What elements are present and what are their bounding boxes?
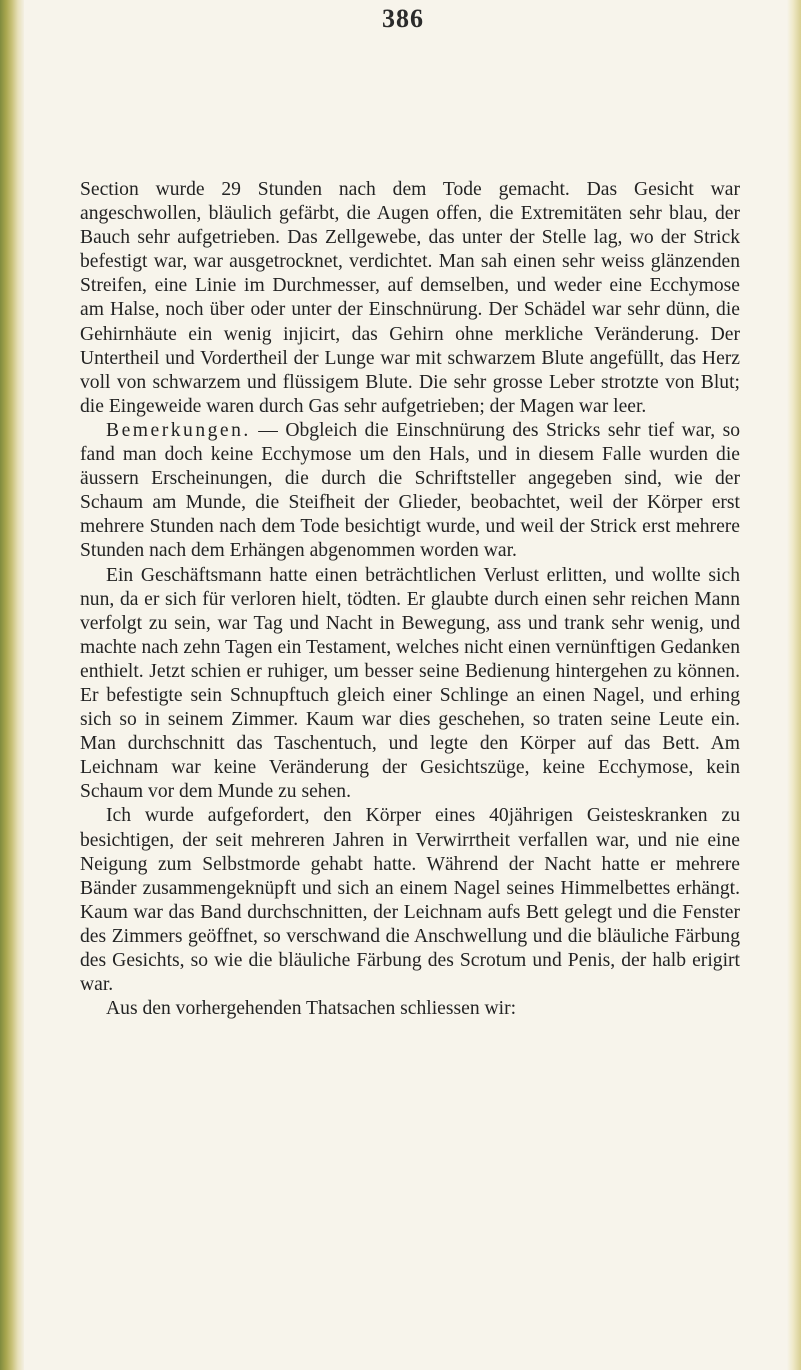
remarks-label: Bemerkungen.	[106, 419, 251, 441]
remarks-text: — Obgleich die Einschnürung des Stricks sehr tief war, so fand man doch keine Ecchymose um den Hals, und in diesem Falle wurden die äussern Erscheinungen, die durch die Schriftsteller angegeben sind, wie der Schaum am Munde, die Steifheit der Glieder, beobachtet, weil der Körper erst mehrere Stunden nach dem Tode besichtigt wurde, und weil der Strick erst mehrere Stunden nach dem Erhängen abgenommen worden war.	[80, 419, 740, 562]
paragraph-autopsy: Section wurde 29 Stunden nach dem Tode gemacht. Das Gesicht war angeschwollen, bläulich gefärbt, die Augen offen, die Extremitäten sehr blau, der Bauch sehr aufgetrieben. Das Zellgewebe, das unter der Stelle lag, wo der Strick befestigt war, war ausgetrocknet, verdichtet. Man sah einen sehr weiss glänzenden Streifen, eine Linie im Durchmesser, auf demselben, und weder eine Ecchymose am Halse, noch über oder unter der Einschnürung. Der Schädel war sehr dünn, die Gehirnhäute ein wenig injicirt, das Gehirn ohne merkliche Veränderung. Der Untertheil und Vordertheil der Lunge war mit schwarzem Blute angefüllt, das Herz voll von schwarzem und flüssigem Blute. Die sehr grosse Leber strotzte von Blut; die Eingeweide waren durch Gas sehr aufgetrieben; der Magen war leer.	[80, 179, 740, 417]
paragraph-conclusion-intro: Aus den vorhergehenden Thatsachen schliessen wir:	[106, 998, 517, 1020]
paragraph-insane-patient-case: Ich wurde aufgefordert, den Körper eines 40jährigen Geisteskranken zu besichtigen, der seit mehreren Jahren in Verwirrtheit verfallen war, und nie eine Neigung zum Selbstmorde gehabt hatte. Während der Nacht hatte er mehrere Bänder zusammengeknüpft und sich an einem Nagel seines Himmelbettes erhängt. Kaum war das Band durchschnitten, der Leichnam aufs Bett gelegt und die Fenster des Zimmers geöffnet, so verschwand die Anschwellung und die bläuliche Färbung des Gesichts, so wie die bläuliche Färbung des Scrotum und Penis, der halb erigirt war.	[80, 805, 740, 996]
page-binding-edge	[0, 0, 24, 1370]
page-right-edge	[787, 0, 801, 1370]
body-text	[80, 178, 740, 1021]
paragraph-remarks	[80, 419, 740, 564]
page-number: 386	[382, 4, 424, 33]
paragraph-businessman-case: Ein Geschäftsmann hatte einen beträchtlichen Verlust erlitten, und wollte sich nun, da er sich für verloren hielt, tödten. Er glaubte durch einen sehr reichen Mann verfolgt zu sein, war Tag und Nacht in Bewegung, ass und trank sehr wenig, und machte nach zehn Tagen ein Testament, welches nicht einen vernünftigen Gedanken enthielt. Jetzt schien er ruhiger, um besser seine Bedienung hintergehen zu können. Er befestigte sein Schnupftuch gleich einer Schlinge an einen Nagel, und erhing sich so in seinem Zimmer. Kaum war dies geschehen, so traten seine Leute ein. Man durchschnitt das Taschentuch, und legte den Körper auf das Bett. Am Leichnam war keine Veränderung der Gesichtszüge, keine Ecchymose, kein Schaum vor dem Munde zu sehen.	[80, 564, 740, 803]
